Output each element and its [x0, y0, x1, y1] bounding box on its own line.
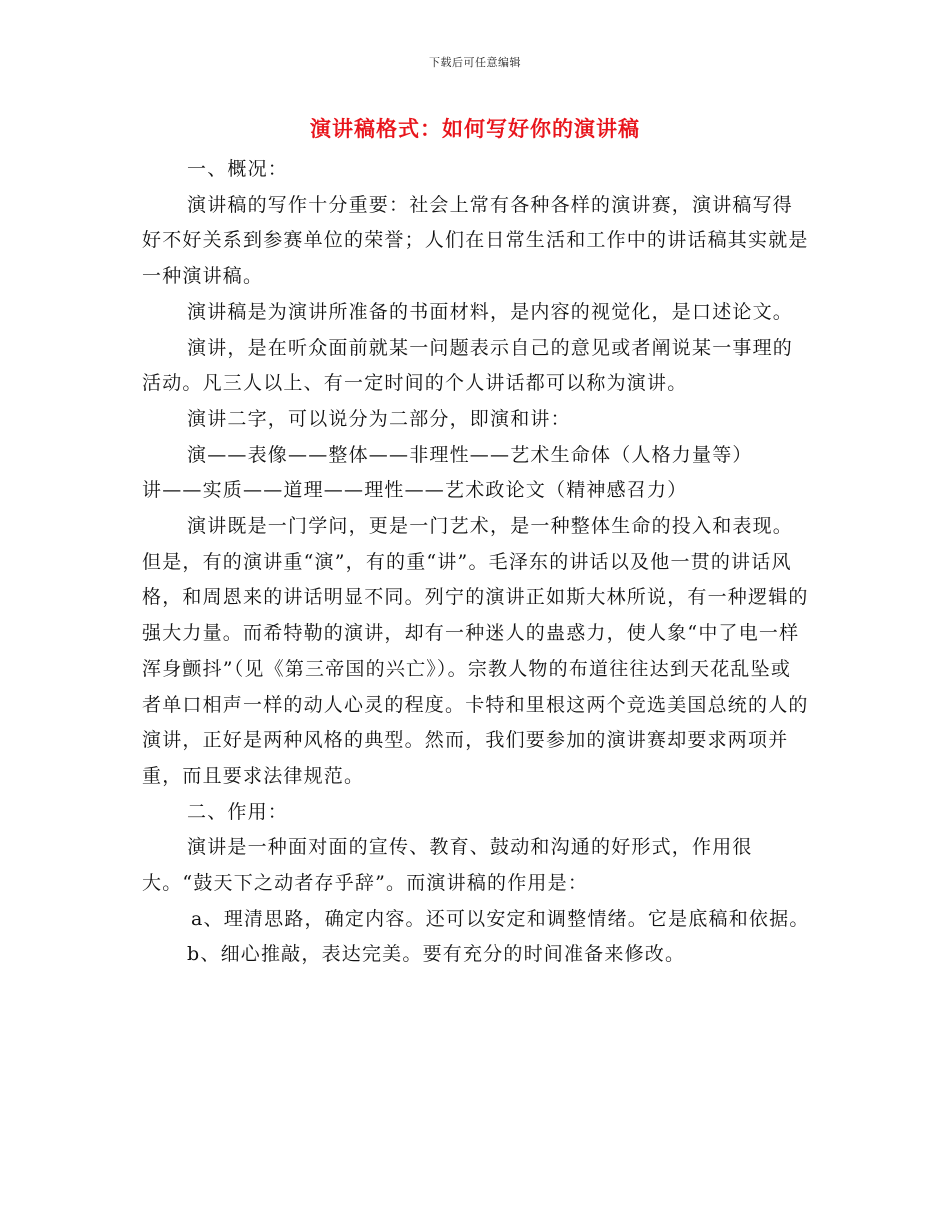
paragraph: 演讲，是在听众面前就某一问题表示自己的意见或者阐说某一事理的活动。凡三人以上、有一定时间的个人讲话都可以称为演讲。: [142, 336, 794, 395]
paragraph: 演讲二字，可以说分为二部分，即演和讲：: [187, 407, 571, 430]
list-item: b、细心推敲，表达完美。要有充分的时间准备来修改。: [187, 943, 686, 966]
paragraph: 讲——实质——道理——理性——艺术政论文（精神感召力）: [142, 479, 688, 502]
paragraph: 演讲是一种面对面的宣传、教育、鼓动和沟通的好形式，作用很大。“鼓天下之动者存乎辞”。而演讲稿的作用是：: [142, 836, 753, 895]
list-item: a、理清思路，确定内容。还可以安定和调整情绪。它是底稿和依据。: [191, 907, 810, 930]
paragraph: 演讲稿的写作十分重要：社会上常有各种各样的演讲赛，演讲稿写得好不好关系到参赛单位的荣誉；人们在日常生活和工作中的讲话稿其实就是一种演讲稿。: [142, 193, 809, 288]
paragraph: 演讲既是一门学问，更是一门艺术，是一种整体生命的投入和表现。但是，有的演讲重“演”，有的重“讲”。毛泽东的讲话以及他一贯的讲话风格，和周恩来的讲话明显不同。列宁的演讲正如斯大林所说，有一种逻辑的强大力量。而希特勒的演讲，却有一种迷人的蛊惑力，使人象“中了电一样浑身颤抖”（见《第三帝国的兴亡》）。宗教人物的布道往往达到天花乱坠或者单口相声一样的动人心灵的程度。卡特和里根这两个竞选美国总统的人的演讲，正好是两种风格的典型。然而，我们要参加的演讲赛却要求两项并重，而且要求法律规范。: [142, 515, 809, 787]
section-heading-function: 二、作用：: [187, 800, 289, 823]
paragraph: 演——表像——整体——非理性——艺术生命体（人格力量等）: [187, 443, 753, 466]
paragraph: 演讲稿是为演讲所准备的书面材料，是内容的视觉化，是口述论文。: [187, 300, 794, 323]
header-note: 下载后可任意编辑: [429, 56, 521, 69]
document-body: [142, 152, 810, 973]
section-heading-overview: 一、概况：: [187, 158, 289, 180]
document-title: 演讲稿格式：如何写好你的演讲稿: [310, 116, 640, 141]
